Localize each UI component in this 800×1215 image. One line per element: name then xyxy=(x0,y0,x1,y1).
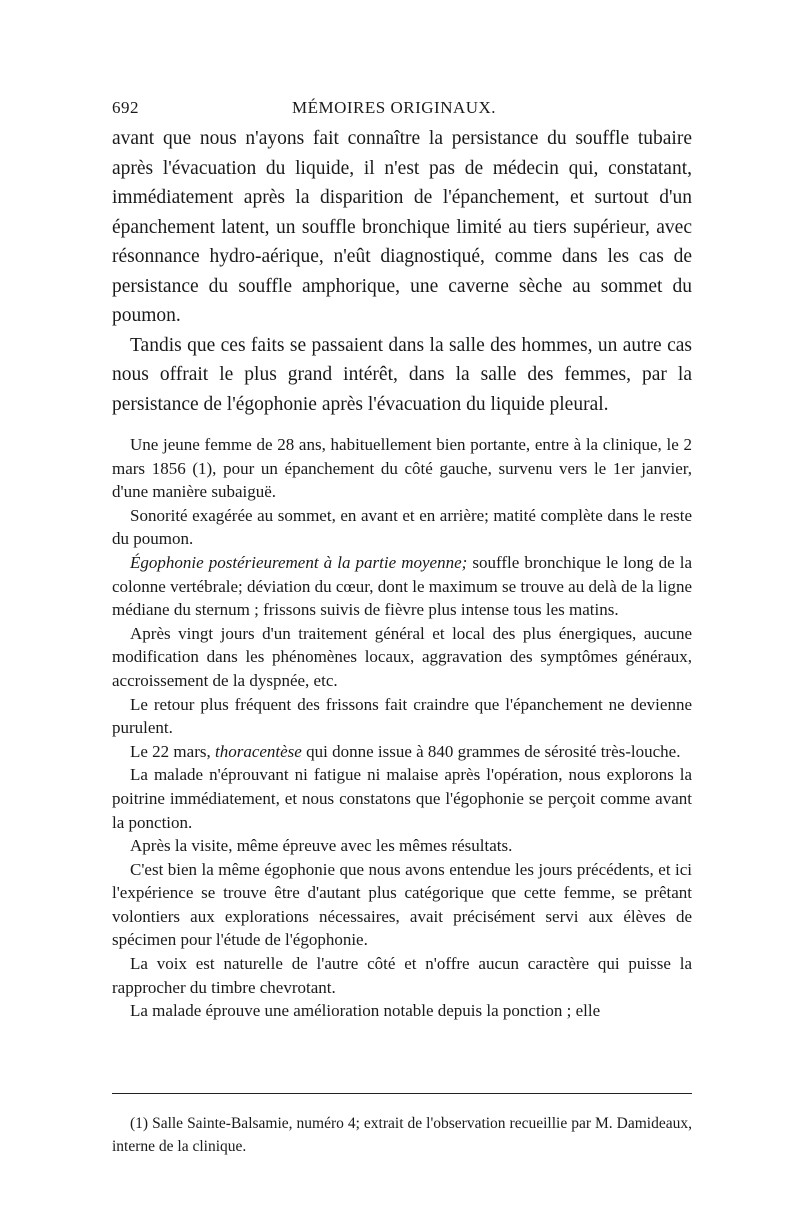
case-paragraph-6-start: Le 22 mars, xyxy=(130,741,215,761)
body-text xyxy=(112,124,692,1023)
footnote-divider xyxy=(112,1093,692,1094)
case-paragraph-5: Le retour plus fréquent des frissons fait craindre que l'épanchement ne devienne purulent. xyxy=(112,694,692,738)
case-paragraph-6-italic: thoracentèse xyxy=(214,741,302,761)
large-text-section xyxy=(112,124,692,419)
case-paragraph-6 xyxy=(112,740,692,764)
footnote-text: (1) Salle Sainte-Balsamie, numéro 4; extrait de l'observation recueillie par M. Damideaux, interne de la clinique. xyxy=(112,1115,692,1155)
case-paragraph-8: Après la visite, même épreuve avec les mêmes résultats. xyxy=(130,836,513,856)
case-observation xyxy=(112,433,692,1023)
paragraph-tandis: Tandis que ces faits se passaient dans la salle des hommes, un autre cas nous offrait le plus grand intérêt, dans la salle des femmes, par la persistance de l'égophonie après l'évacuation du liquide pleural. xyxy=(112,334,692,415)
case-paragraph-11: La malade éprouve une amélioration notable depuis la ponction ; elle xyxy=(130,1001,601,1021)
case-paragraph-9: C'est bien la même égophonie que nous avons entendue les jours précédents, et ici l'expérience se trouve être d'autant plus catégorique que cette femme, se prêtant volontiers aux explorations nécessaires, avait précisément servi aux élèves de spécimen pour l'étude de l'égophonie. xyxy=(112,859,692,950)
page-number: 692 xyxy=(112,98,139,117)
case-paragraph-6-rest: qui donne issue à 840 grammes de sérosité très-louche. xyxy=(301,741,681,761)
case-paragraph-10: La voix est naturelle de l'autre côté et n'offre aucun caractère qui puisse la rapprocher du timbre chevrotant. xyxy=(112,954,692,997)
case-paragraph-3-rest: souffle bronchique le long de la colonne vertébrale; déviation du cœur, dont le maximum se trouve au delà de la ligne médiane du sternum ; frissons suivis de fièvre plus intense tous les matins. xyxy=(112,552,693,620)
case-paragraph-7: La malade n'éprouvant ni fatigue ni malaise après l'opération, nous explorons la poitrine immédiatement, et nous constatons que l'égophonie se perçoit comme avant la ponction. xyxy=(112,765,692,832)
case-paragraph-4: Après vingt jours d'un traitement général et local des plus énergiques, aucune modification dans les phénomènes locaux, aggravation des symptômes généraux, accroissement de la dyspnée, etc. xyxy=(112,623,692,690)
case-paragraph-2: Sonorité exagérée au sommet, en avant et en arrière; matité complète dans le reste du poumon. xyxy=(112,505,692,549)
header-title: MÉMOIRES ORIGINAUX. xyxy=(292,98,497,117)
case-paragraph-3-italic: Égophonie postérieurement à la partie moyenne; xyxy=(130,552,468,572)
case-paragraph-1: Une jeune femme de 28 ans, habituellement bien portante, entre à la clinique, le 2 mars 1856 (1), pour un épanchement du côté gauche, survenu vers le 1er janvier, d'une manière subaiguë. xyxy=(112,435,692,502)
paragraph-intro: avant que nous n'ayons fait connaître la persistance du souffle tubaire après l'évacuation du liquide, il n'est pas de médecin qui, constatant, immédiatement après la disparition de l'épanchement, et surtout d'un épanchement latent, un souffle bronchique limité au tiers supérieur, avec résonnance hydro-aérique, n'eût diagnostiqué, comme dans les cas de persistance du souffle amphorique, une caverne sèche au sommet du poumon. xyxy=(112,128,692,326)
footnote xyxy=(112,1113,692,1158)
case-paragraph-3 xyxy=(112,551,692,622)
